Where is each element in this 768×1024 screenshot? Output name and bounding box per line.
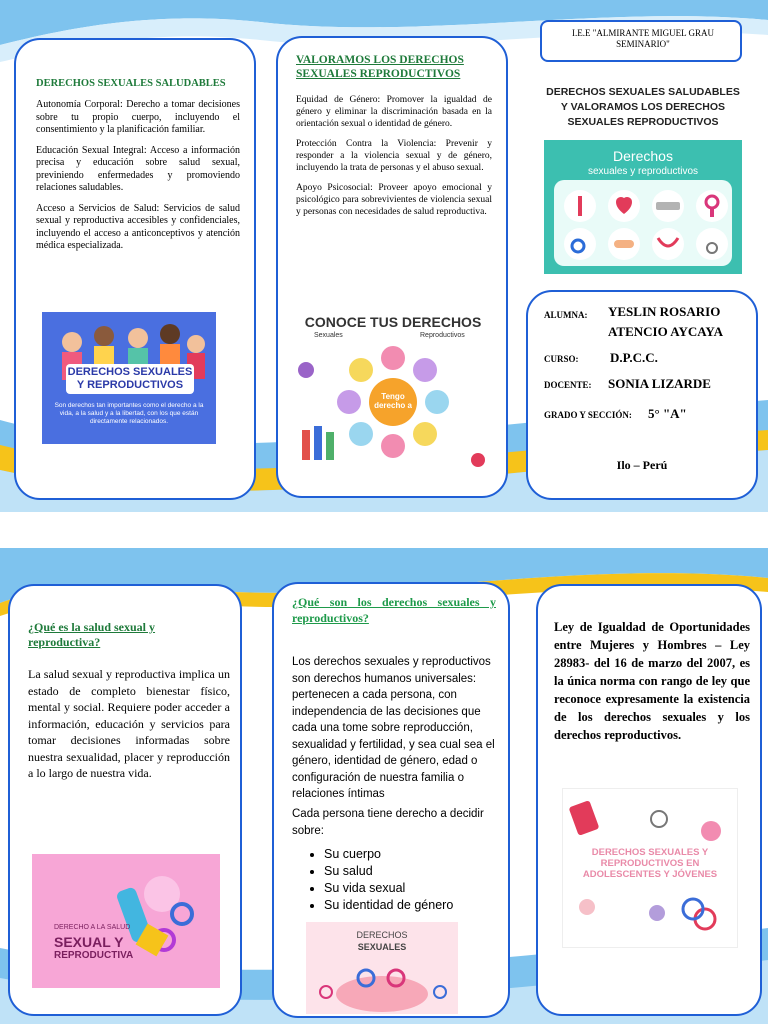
image-know-your-rights [292, 310, 494, 478]
image-big-text-1: SEXUAL Y [54, 934, 124, 950]
health-illustration [32, 854, 220, 988]
paragraph-equity: Equidad de Género: Promover la igualdad de género y eliminar la discriminación basada en la orientación sexual o identidad de género. [296, 95, 492, 129]
docente-label: DOCENTE: [544, 380, 592, 390]
school-box [540, 20, 742, 62]
alumna-value-line2: ATENCIO AYCAYA [608, 324, 723, 339]
hands-illustration [306, 922, 458, 1014]
school-name: I.E.E "ALMIRANTE MIGUEL GRAU SEMINARIO" [571, 28, 715, 49]
alumna-value-line1: YESLIN ROSARIO [608, 304, 721, 319]
curso-value: D.P.C.C. [610, 350, 658, 365]
image-big-text-2: REPRODUCTIVA [54, 950, 134, 961]
panel-title: VALORAMOS LOS DERECHOS SEXUALES REPRODUCTIVOS [296, 54, 464, 80]
paragraph-health: La salud sexual y reproductiva implica un estado de completo bienestar físico, mental y social. Requiere poder acceder a información, educación y servicios para tomar decisiones informadas sobre nuestra sexualidad, placer y reproducción a lo largo de nuestra vida. [28, 667, 230, 780]
wheel-center-text: Tengo derecho a [374, 392, 412, 410]
paragraph-health-services: Acceso a Servicios de Salud: Servicios de salud sexual y reproductiva accesibles y confidenciales, incluyendo el acceso a anticonceptivos y atención médica especializada. [36, 202, 240, 251]
panel-what-are-rights [272, 582, 510, 1018]
paragraph-law: Ley de Igualdad de Oportunidades entre Mujeres y Hombres – Ley 28983- del 16 de marzo del 2007, es la única norma con rango de ley que reconoce expresamente la existencia de los derechos sexuales y los derechos reproductivos. [554, 620, 750, 742]
image-caption: Son derechos tan importantes como el derecho a la vida, a la salud y a la libertad, con los que están directamente relacionados. [54, 402, 204, 425]
image-adolescent-rights [562, 788, 738, 948]
cover-title: DERECHOS SEXUALES SALUDABLES Y VALORAMOS LOS DERECHOS SEXUALES REPRODUCTIVOS [546, 86, 740, 128]
paragraph-autonomy: Autonomía Corporal: Derecho a tomar decisiones sobre tu propio cuerpo, incluyendo el consentimiento y la planificación familiar. [36, 99, 240, 135]
list-item: • Su vida sexual [324, 880, 453, 897]
grado-value: 5° "A" [648, 406, 687, 421]
list-item: • Su cuerpo [324, 846, 453, 863]
panel-healthy-rights [14, 38, 256, 500]
image-title: DERECHOS SEXUALES Y REPRODUCTIVOS [67, 366, 193, 391]
image-label-sexual: Sexuales [314, 332, 343, 339]
page-gap [0, 512, 768, 548]
paragraph-decide: Cada persona tiene derecho a decidir sobre: [292, 808, 484, 837]
list-item: • Su salud [324, 863, 453, 880]
cover-icons-grid [544, 140, 742, 274]
panel-title: DERECHOS SEXUALES SALUDABLES [36, 78, 226, 89]
paragraph-protection: Protección Contra la Violencia: Prevenir y responder a la violencia sexual y de género, incluyendo la trata de personas y el abuso sexual. [296, 139, 492, 173]
page-bottom [0, 548, 768, 1024]
image-cover-rights [544, 140, 742, 274]
place: Ilo – Perú [616, 458, 668, 472]
panel-what-is-health [8, 584, 242, 1016]
image-line1: DERECHOS [356, 930, 408, 940]
panel-title: ¿Qué es la salud sexual y reproductiva? [28, 620, 156, 649]
image-label-reproductive: Reproductivos [420, 332, 465, 339]
image-small-text: DERECHO A LA SALUD [54, 924, 131, 931]
grado-label: GRADO Y SECCIÓN: [544, 410, 632, 420]
student-info-panel [526, 290, 758, 500]
image-health-right [32, 854, 220, 988]
image-line2: SEXUALES [357, 942, 407, 952]
paragraph-education: Educación Sexual Integral: Acceso a información precisa y educación sobre salud sexual, previniendo enfermedades y promoviendo relaciones saludables. [36, 144, 240, 193]
decide-list [292, 846, 453, 914]
list-item: • Su identidad de género [324, 897, 453, 914]
cover-image-line1: Derechos [613, 148, 673, 164]
panel-title: ¿Qué son los derechos sexuales y reproductivos? [292, 595, 496, 625]
image-rights-people [42, 312, 216, 444]
image-sexual-rights [306, 922, 458, 1014]
image-title: CONOCE TUS DERECHOS [304, 314, 482, 330]
panel-law [536, 584, 762, 1016]
docente-value: SONIA LIZARDE [608, 376, 711, 391]
cover-image-line2: sexuales y reproductivos [587, 166, 699, 177]
image-text: DERECHOS SEXUALES Y REPRODUCTIVOS EN ADOLESCENTES Y JÓVENES [582, 847, 718, 880]
paragraph-definition: Los derechos sexuales y reproductivos son derechos humanos universales: pertenecen a cada persona, con independencia de las decisiones que cada una tome sobre reproducción, sexualidad y fertilidad, y sea cual sea el género, identidad de género, edad o configuración de nuestra familia o relaciones íntimas [292, 656, 495, 800]
alumna-label: ALUMNA: [544, 310, 588, 320]
curso-label: CURSO: [544, 354, 579, 364]
panel-value-rights [276, 36, 508, 498]
paragraph-support: Apoyo Psicosocial: Proveer apoyo emocional y psicológico para sobrevivientes de violencia sexual y personas con necesidades de salud reproductiva. [296, 183, 492, 217]
